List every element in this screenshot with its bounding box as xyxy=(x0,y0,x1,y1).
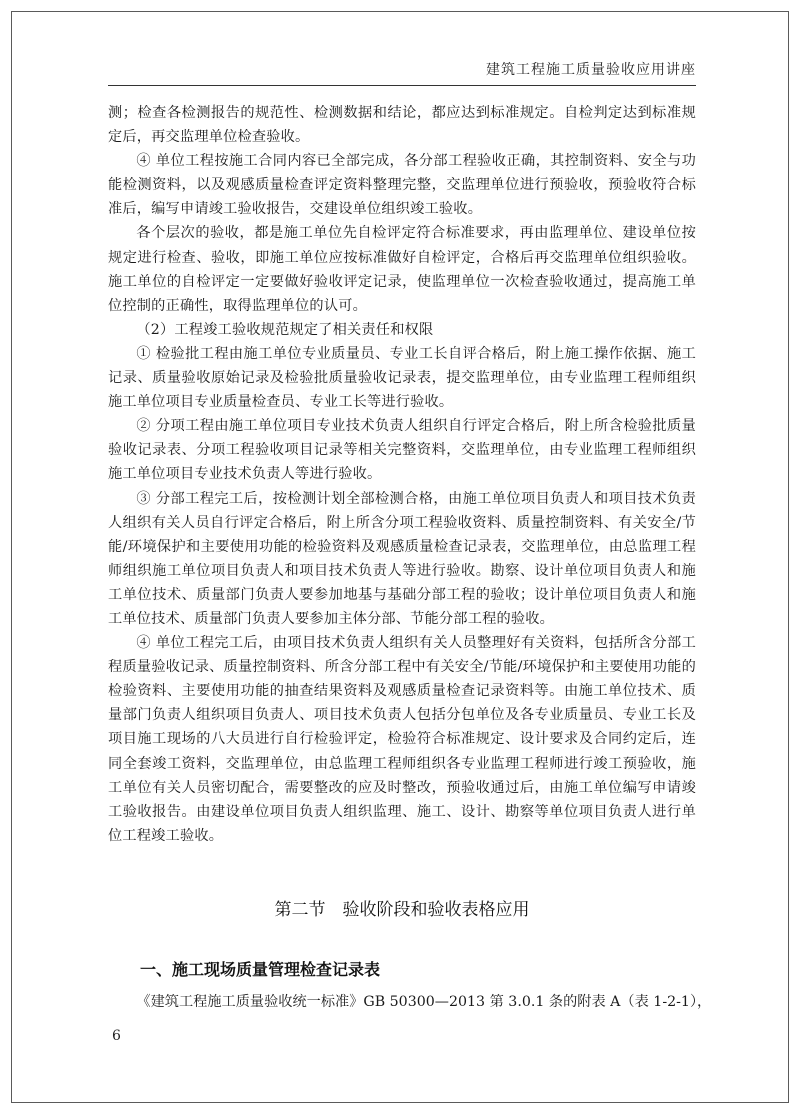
header-rule xyxy=(108,85,696,86)
paragraph: ④ 单位工程完工后，由项目技术负责人组织有关人员整理好有关资料，包括所含分部工程质量验收记录、质量控制资料、所含分部工程中有关安全/节能/环境保护和主要使用功能的检验资料、主要使用功能的抽查结果资料及观感质量检查记录资料等。由施工单位技术、质量部门负责人组织项目负责人、项目技术负责人包括分包单位及各专业质量员、专业工长及项目施工现场的八大员进行自行检验评定，检验符合标准规定、设计要求及合同约定后，连同全套竣工资料，交监理单位，由总监理工程师组织各专业监理工程师进行竣工预验收，施工单位有关人员密切配合，需要整改的应及时整改，预验收通过后，由施工单位编写申请竣工验收报告。由建设单位项目负责人组织监理、施工、设计、勘察等单位项目负责人进行单位工程竣工验收。 xyxy=(108,635,696,844)
paragraph: 测；检查各检测报告的规范性、检测数据和结论，都应达到标准规定。自检判定达到标准规定后，再交监理单位检查验收。 xyxy=(108,105,696,146)
page-number: 6 xyxy=(112,1028,121,1044)
running-header: 建筑工程施工质量验收应用讲座 xyxy=(486,62,696,78)
body-text xyxy=(108,101,696,848)
paragraph: （2）工程竣工验收规范规定了相关责任和权限 xyxy=(136,321,434,338)
section-title: 第二节 验收阶段和验收表格应用 xyxy=(274,900,530,920)
paragraph: ④ 单位工程按施工合同内容已全部完成，各分部工程验收正确，其控制资料、安全与功能检测资料，以及观感质量检查评定资料整理完整，交监理单位进行预验收，预验收符合标准后，编写申请竣工验收报告，交建设单位组织竣工验收。 xyxy=(108,153,696,218)
subsection-first-line: 《建筑工程施工质量验收统一标准》GB 50300—2013 第 3.0.1 条的附表 A（表 1-2-1）， xyxy=(136,994,712,1010)
paragraph: ③ 分部工程完工后，按检测计划全部检测合格，由施工单位项目负责人和项目技术负责人组织有关人员自行评定合格后，附上所含分项工程验收资料、质量控制资料、有关安全/节能/环境保护和主要使用功能的检验资料及观感质量检查记录表，交监理单位，由总监理工程师组织施工单位项目负责人和项目技术负责人等进行验收。勘察、设计单位项目负责人和施工单位技术、质量部门负责人要参加地基与基础分部工程的验收；设计单位项目负责人和施工单位技术、质量部门负责人要参加主体分部、节能分部工程的验收。 xyxy=(108,490,696,627)
subsection-heading: 一、施工现场质量管理检查记录表 xyxy=(140,960,381,979)
paragraph: 各个层次的验收，都是施工单位先自检评定符合标准要求，再由监理单位、建设单位按规定进行检查、验收，即施工单位应按标准做好自检评定，合格后再交监理单位组织验收。施工单位的自检评定一定要做好验收评定记录，使监理单位一次检查验收通过，提高施工单位控制的正确性，取得监理单位的认可。 xyxy=(108,225,696,314)
paragraph: ① 检验批工程由施工单位专业质量员、专业工长自评合格后，附上施工操作依据、施工记录、质量验收原始记录及检验批质量验收记录表，提交监理单位，由专业监理工程师组织施工单位项目专业质量检查员、专业工长等进行验收。 xyxy=(108,345,696,411)
paragraph: ② 分项工程由施工单位项目专业技术负责人组织自行评定合格后，附上所含检验批质量验收记录表、分项工程验收项目记录等相关完整资料，交监理单位，由专业监理工程师组织施工单位项目专业技术负责人等进行验收。 xyxy=(108,418,696,483)
